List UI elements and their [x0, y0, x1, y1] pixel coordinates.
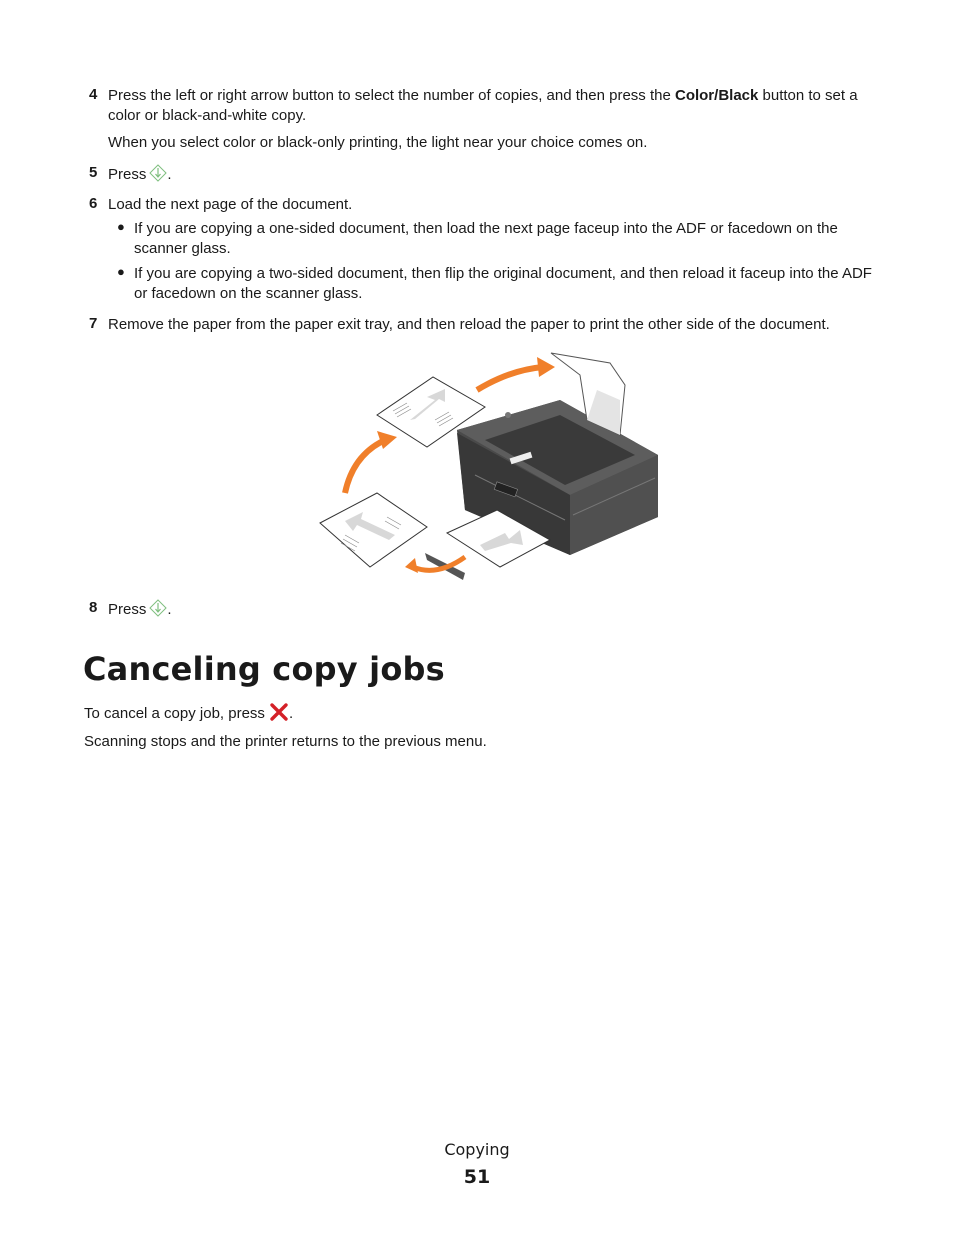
bullet-text: If you are copying a two-sided document, then flip the original document, and then reload it faceup into the ADF or facedown on the scanner glass.	[134, 265, 872, 302]
page-number: 51	[463, 1166, 491, 1188]
step-text-part: button to set a color or black-and-white copy.	[108, 87, 858, 124]
step-text: Remove the paper from the paper exit tray, and then reload the paper to print the other side of the document.	[108, 316, 830, 333]
arrow-icon	[345, 431, 397, 493]
step-text	[108, 86, 878, 126]
step-text	[108, 599, 878, 620]
color-black-button-label: Color/Black	[674, 87, 759, 104]
step-number: 4	[89, 86, 98, 103]
step-text	[108, 164, 878, 185]
section-heading: Canceling copy jobs	[83, 650, 445, 688]
press-label: Press	[108, 166, 147, 183]
period: .	[288, 705, 294, 722]
step-text-part: Press the left or right arrow button to select the number of copies, and then press the	[108, 87, 675, 104]
cancel-result: Scanning stops and the printer returns to the previous menu.	[84, 733, 487, 750]
step-number: 5	[89, 164, 98, 181]
cancel-text: To cancel a copy job, press	[84, 705, 265, 722]
step-number: 8	[89, 599, 98, 616]
bullet-dot: ●	[117, 219, 125, 234]
document-page-icon	[320, 493, 427, 567]
step-note: When you select color or black-only printing, the light near your choice comes on.	[108, 134, 648, 151]
cancel-x-icon	[269, 702, 289, 722]
printer-duplex-illustration	[315, 345, 665, 585]
start-button-icon	[149, 164, 167, 182]
bullet-text: If you are copying a one-sided document, then load the next page faceup into the ADF or facedown on the scanner glass.	[134, 220, 838, 257]
footer-chapter: Copying	[444, 1140, 510, 1159]
step-text: Load the next page of the document.	[108, 196, 353, 213]
step-number: 7	[89, 315, 98, 332]
arrow-icon	[477, 357, 555, 390]
bullet-dot: ●	[117, 264, 125, 279]
period: .	[167, 601, 172, 618]
step-number: 6	[89, 195, 98, 212]
press-label: Press	[108, 601, 147, 618]
start-button-icon	[149, 599, 167, 617]
period: .	[167, 166, 172, 183]
cancel-instruction	[84, 702, 884, 724]
